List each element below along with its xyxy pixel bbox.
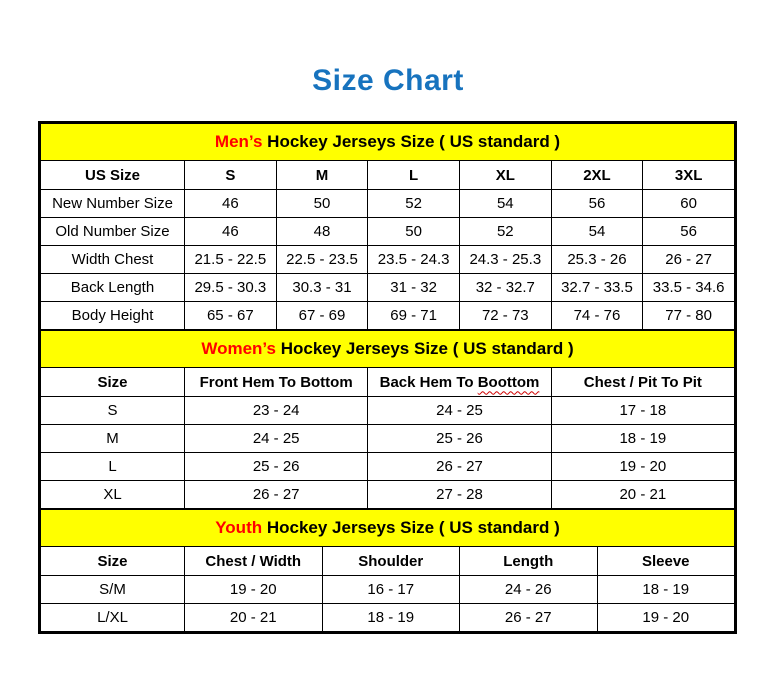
- womens-section-title-highlight: Women’s: [201, 339, 276, 358]
- cell-value: 69 - 71: [368, 302, 460, 330]
- cell-value: 46: [185, 190, 277, 218]
- cell-value: 16 - 17: [322, 576, 460, 604]
- cell-value: 25 - 26: [185, 453, 368, 481]
- cell-value: 54: [551, 218, 643, 246]
- mens-band-row: [41, 124, 735, 161]
- cell-value: 20 - 21: [551, 481, 734, 509]
- row-label: Body Height: [41, 302, 185, 330]
- cell-value: 56: [551, 190, 643, 218]
- cell-value: 25 - 26: [368, 425, 551, 453]
- cell-value: 56: [643, 218, 735, 246]
- table-row: [41, 604, 735, 632]
- cell-value: 19 - 20: [185, 576, 323, 604]
- column-header: Chest / Width: [185, 547, 323, 576]
- cell-value: 23 - 24: [185, 397, 368, 425]
- column-header: Sleeve: [597, 547, 735, 576]
- cell-value: 26 - 27: [368, 453, 551, 481]
- row-label: Width Chest: [41, 246, 185, 274]
- cell-value: 24 - 26: [460, 576, 598, 604]
- table-row: [41, 397, 735, 425]
- column-header: M: [276, 161, 368, 190]
- cell-value: 17 - 18: [551, 397, 734, 425]
- table-row: [41, 218, 735, 246]
- womens-section-title-rest: Hockey Jerseys Size ( US standard ): [275, 339, 574, 358]
- cell-value: 52: [368, 190, 460, 218]
- cell-value: 22.5 - 23.5: [276, 246, 368, 274]
- table-row: [41, 425, 735, 453]
- cell-value: 24.3 - 25.3: [459, 246, 551, 274]
- cell-value: 20 - 21: [185, 604, 323, 632]
- column-header: Size: [41, 368, 185, 397]
- column-header: Length: [460, 547, 598, 576]
- cell-value: 72 - 73: [459, 302, 551, 330]
- row-label: New Number Size: [41, 190, 185, 218]
- column-header: S: [185, 161, 277, 190]
- row-label: Back Length: [41, 274, 185, 302]
- cell-value: 32 - 32.7: [459, 274, 551, 302]
- page-title: Size Chart: [312, 64, 464, 97]
- row-label: S/M: [41, 576, 185, 604]
- mens-size-table: [40, 123, 735, 330]
- womens-size-table: [40, 330, 735, 509]
- mens-section-title: [41, 124, 735, 161]
- cell-value: 23.5 - 24.3: [368, 246, 460, 274]
- table-row: [41, 481, 735, 509]
- cell-value: 19 - 20: [551, 453, 734, 481]
- table-row: [41, 246, 735, 274]
- youth-section-title: [41, 510, 735, 547]
- column-header: [368, 368, 551, 397]
- row-label: XL: [41, 481, 185, 509]
- cell-value: 52: [459, 218, 551, 246]
- column-header-text: Back Hem To: [379, 373, 478, 391]
- misspelled-word-wavy-underline: Boottom: [477, 373, 540, 391]
- column-header: L: [368, 161, 460, 190]
- column-header: 2XL: [551, 161, 643, 190]
- cell-value: 30.3 - 31: [276, 274, 368, 302]
- cell-value: 77 - 80: [643, 302, 735, 330]
- row-label: L: [41, 453, 185, 481]
- cell-value: 26 - 27: [460, 604, 598, 632]
- cell-value: 25.3 - 26: [551, 246, 643, 274]
- table-row: [41, 274, 735, 302]
- cell-value: 60: [643, 190, 735, 218]
- mens-section-title-rest: Hockey Jerseys Size ( US standard ): [262, 132, 561, 151]
- column-header: Size: [41, 547, 185, 576]
- youth-section-title-highlight: Youth: [215, 518, 263, 537]
- youth-section-title-rest: Hockey Jerseys Size ( US standard ): [262, 518, 560, 537]
- womens-section-title: [41, 331, 735, 368]
- cell-value: 19 - 20: [597, 604, 735, 632]
- cell-value: 26 - 27: [643, 246, 735, 274]
- table-row: [41, 302, 735, 330]
- cell-value: 24 - 25: [368, 397, 551, 425]
- youth-header-row: [41, 547, 735, 576]
- cell-value: 18 - 19: [322, 604, 460, 632]
- cell-value: 46: [185, 218, 277, 246]
- cell-value: 54: [459, 190, 551, 218]
- table-row: [41, 576, 735, 604]
- size-chart-tables: [38, 121, 737, 634]
- row-label: M: [41, 425, 185, 453]
- row-label: S: [41, 397, 185, 425]
- cell-value: 27 - 28: [368, 481, 551, 509]
- youth-size-table: [40, 509, 735, 632]
- row-label: Old Number Size: [41, 218, 185, 246]
- cell-value: 18 - 19: [597, 576, 735, 604]
- youth-band-row: [41, 510, 735, 547]
- column-header: US Size: [41, 161, 185, 190]
- mens-section-title-highlight: Men’s: [214, 132, 263, 151]
- mens-header-row: [41, 161, 735, 190]
- cell-value: 67 - 69: [276, 302, 368, 330]
- table-row: [41, 190, 735, 218]
- cell-value: 50: [368, 218, 460, 246]
- cell-value: 33.5 - 34.6: [643, 274, 735, 302]
- column-header: XL: [459, 161, 551, 190]
- column-header: Shoulder: [322, 547, 460, 576]
- cell-value: 26 - 27: [185, 481, 368, 509]
- cell-value: 29.5 - 30.3: [185, 274, 277, 302]
- cell-value: 31 - 32: [368, 274, 460, 302]
- cell-value: 50: [276, 190, 368, 218]
- cell-value: 74 - 76: [551, 302, 643, 330]
- cell-value: 32.7 - 33.5: [551, 274, 643, 302]
- womens-band-row: [41, 331, 735, 368]
- column-header: 3XL: [643, 161, 735, 190]
- cell-value: 48: [276, 218, 368, 246]
- column-header: Chest / Pit To Pit: [551, 368, 734, 397]
- womens-header-row: [41, 368, 735, 397]
- table-row: [41, 453, 735, 481]
- row-label: L/XL: [41, 604, 185, 632]
- cell-value: 21.5 - 22.5: [185, 246, 277, 274]
- cell-value: 18 - 19: [551, 425, 734, 453]
- column-header: Front Hem To Bottom: [185, 368, 368, 397]
- cell-value: 65 - 67: [185, 302, 277, 330]
- cell-value: 24 - 25: [185, 425, 368, 453]
